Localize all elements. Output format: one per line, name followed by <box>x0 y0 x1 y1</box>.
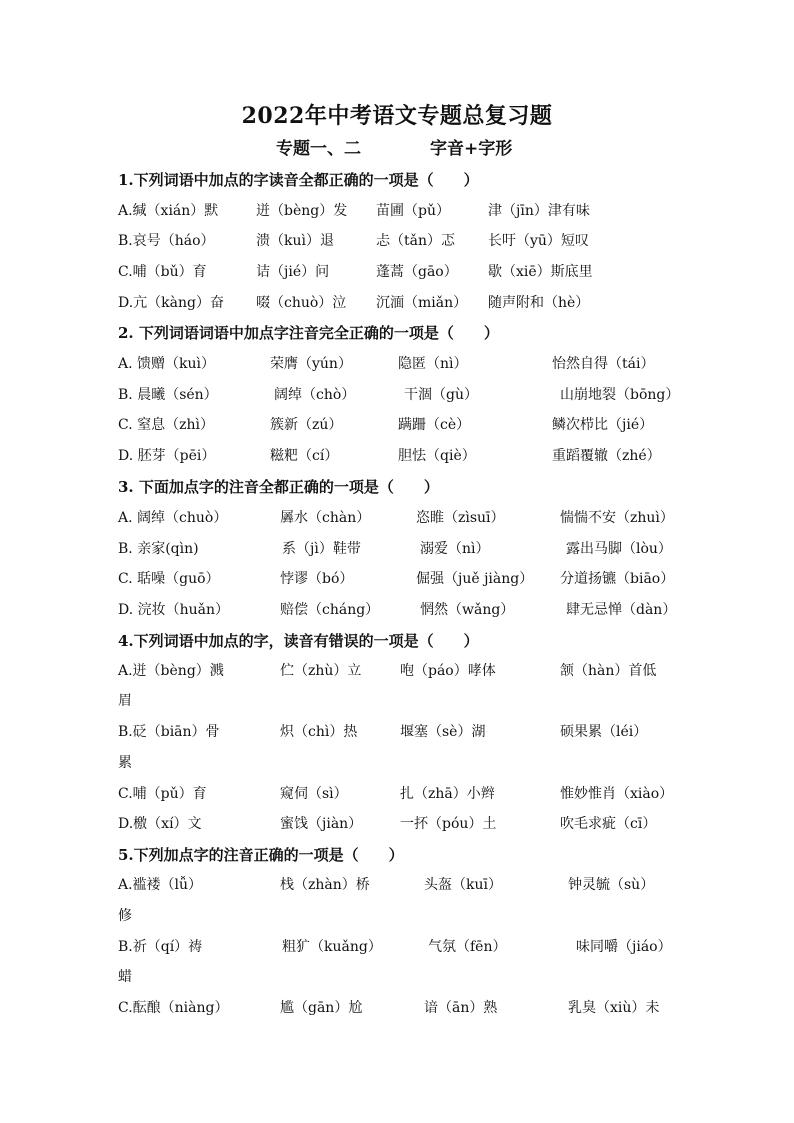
question-3-option-d <box>118 599 718 621</box>
option-term: 气氛（fēn） <box>428 939 507 955</box>
option-term: 头盔（kuī） <box>424 877 502 893</box>
option-term: C.哺（bǔ）育 <box>118 264 207 280</box>
option-term: 蹒跚（cè） <box>398 417 471 433</box>
option-term: B.砭（biān）骨 <box>118 724 220 740</box>
option-term: 乳臭（xiù）未 <box>568 1000 660 1016</box>
option-term: 肆无忌惮（dàn） <box>566 602 677 618</box>
option-term: D. 胚芽（pēi） <box>118 448 216 464</box>
option-term: 迸（bèng）发 <box>256 203 348 219</box>
page-title: 2022年中考语文专题总复习题 <box>241 103 553 129</box>
question-5-title: 5.下列加点字的注音正确的一项是（ ） <box>118 846 404 864</box>
option-term: 忐（tǎn）忑 <box>376 233 455 249</box>
option-term: 惘然（wǎng） <box>420 602 515 618</box>
option-term: 赔偿（cháng） <box>280 602 380 618</box>
option-term: 干涸（gù） <box>404 387 478 403</box>
question-3-title: 3. 下面加点字的注音全都正确的一项是（ ） <box>118 478 439 496</box>
option-term: 尴（gān）尬 <box>280 1000 363 1016</box>
option-term: 恣睢（zìsuī） <box>416 510 505 526</box>
option-term: 露出马脚（lòu） <box>566 541 672 557</box>
option-term: 一抔（póu）土 <box>400 816 497 832</box>
option-term: 蜜饯（jiàn） <box>280 816 363 832</box>
option-term: 咆（páo）哮体 <box>400 663 496 679</box>
option-term: 颔（hàn）首低 <box>560 663 657 679</box>
option-term: D. 浣妆（huǎn） <box>118 602 230 618</box>
option-term: 荣膺（yún） <box>270 356 352 372</box>
subtitle-topics: 专题一、二 <box>276 139 361 159</box>
option-term: 胆怯（qiè） <box>398 448 476 464</box>
option-term: 簇新（zú） <box>270 417 343 433</box>
subtitle-category: 字音+字形 <box>430 139 513 159</box>
question-5-option-b <box>118 936 718 958</box>
option-term: A.缄（xián）默 <box>118 203 219 219</box>
question-4-option-b <box>118 721 718 743</box>
question-1-option-d <box>118 292 718 314</box>
option-term: 硕果累（léi） <box>560 724 648 740</box>
question-3-option-a <box>118 507 718 529</box>
option-term: 阔绰（chò） <box>274 387 356 403</box>
question-4-title: 4.下列词语中加点的字，读音有错误的一项是（ ） <box>118 632 479 650</box>
option-term: 味同嚼（jiáo） <box>576 939 672 955</box>
option-term: 倔强（juě jiàng） <box>416 571 534 587</box>
option-term: A. 馈赠（kuì） <box>118 356 215 372</box>
option-term: B.祈（qí）祷 <box>118 939 203 955</box>
question-4-option-a-continued: 眉 <box>118 693 132 709</box>
option-term: A.褴褛（lǚ） <box>118 877 203 893</box>
question-1-option-c <box>118 261 718 283</box>
option-term: 悖谬（bó） <box>280 571 354 587</box>
option-term: 溃（kuì）退 <box>256 233 334 249</box>
option-term: C. 聒噪（guō） <box>118 571 220 587</box>
question-4-option-a <box>118 660 718 682</box>
question-3-option-c <box>118 568 718 590</box>
option-term: 炽（chì）热 <box>280 724 358 740</box>
question-2-option-a <box>118 353 718 375</box>
option-term: 钟灵毓（sù） <box>568 877 655 893</box>
option-term: 山崩地裂（bōng） <box>560 387 680 403</box>
question-4-option-d <box>118 813 718 835</box>
option-term: C.酝酿（niàng） <box>118 1000 229 1016</box>
option-term: 栈（zhàn）桥 <box>280 877 370 893</box>
option-term: 堰塞（sè）湖 <box>400 724 486 740</box>
option-term: 窥伺（sì） <box>280 786 348 802</box>
option-term: 系（jì）鞋带 <box>282 541 361 557</box>
option-term: 惟妙惟肖（xiào） <box>560 786 674 802</box>
option-term: 蓬蒿（gāo） <box>376 264 458 280</box>
option-term: 诘（jié）问 <box>256 264 330 280</box>
question-3-option-b <box>118 538 718 560</box>
option-term: 羼水（chàn） <box>280 510 371 526</box>
option-term: 啜（chuò）泣 <box>256 295 347 311</box>
question-2-title: 2. 下列词语词语中加点字注音完全正确的一项是（ ） <box>118 324 499 342</box>
option-term: 歇（xiē）斯底里 <box>488 264 593 280</box>
option-term: 重蹈覆辙（zhé） <box>552 448 661 464</box>
option-term: 溺爱（nì） <box>420 541 490 557</box>
option-term: C.哺（pǔ）育 <box>118 786 207 802</box>
question-1-option-a <box>118 200 718 222</box>
option-term: 鳞次栉比（jié） <box>552 417 654 433</box>
option-term: 苗圃（pǔ） <box>376 203 450 219</box>
option-term: 随声附和（hè） <box>488 295 590 311</box>
option-term: 怡然自得（tái） <box>552 356 655 372</box>
question-1-title: 1.下列词语中加点的字读音全都正确的一项是（ ） <box>118 171 479 189</box>
option-term: B. 晨曦（sén） <box>118 387 218 403</box>
question-2-option-c <box>118 414 718 436</box>
option-term: 津（jīn）津有味 <box>488 203 590 219</box>
option-term: B.哀号（háo） <box>118 233 215 249</box>
question-4-option-c <box>118 783 718 805</box>
option-term: 隐匿（nì） <box>398 356 468 372</box>
question-2-option-d <box>118 445 718 467</box>
option-term: 糍粑（cí） <box>270 448 339 464</box>
option-term: 谙（ān）熟 <box>424 1000 498 1016</box>
option-term: 沉湎（miǎn） <box>376 295 468 311</box>
question-2-option-b <box>118 384 718 406</box>
question-1-option-b <box>118 230 718 252</box>
option-term: 吹毛求疵（cī） <box>560 816 657 832</box>
option-term: A.迸（bèng）溅 <box>118 663 224 679</box>
question-5-option-b-continued: 蜡 <box>118 969 132 985</box>
option-term: 伫（zhù）立 <box>280 663 362 679</box>
question-5-option-a-continued: 修 <box>118 908 132 924</box>
option-term: B. 亲家(qìn) <box>118 541 199 557</box>
question-5-option-a <box>118 874 718 896</box>
question-4-option-b-continued: 累 <box>118 755 132 771</box>
option-term: 分道扬镳（biāo） <box>560 571 675 587</box>
option-term: C. 窒息（zhì） <box>118 417 214 433</box>
option-term: 长吁（yū）短叹 <box>488 233 589 249</box>
option-term: 扎（zhā）小辫 <box>400 786 495 802</box>
option-term: D.檄（xí）文 <box>118 816 202 832</box>
question-5-option-c <box>118 997 718 1019</box>
option-term: D.亢（kàng）奋 <box>118 295 224 311</box>
option-term: A. 阔绰（chuò） <box>118 510 228 526</box>
option-term: 惴惴不安（zhuì） <box>560 510 674 526</box>
option-term: 粗犷（kuǎng） <box>282 939 382 955</box>
